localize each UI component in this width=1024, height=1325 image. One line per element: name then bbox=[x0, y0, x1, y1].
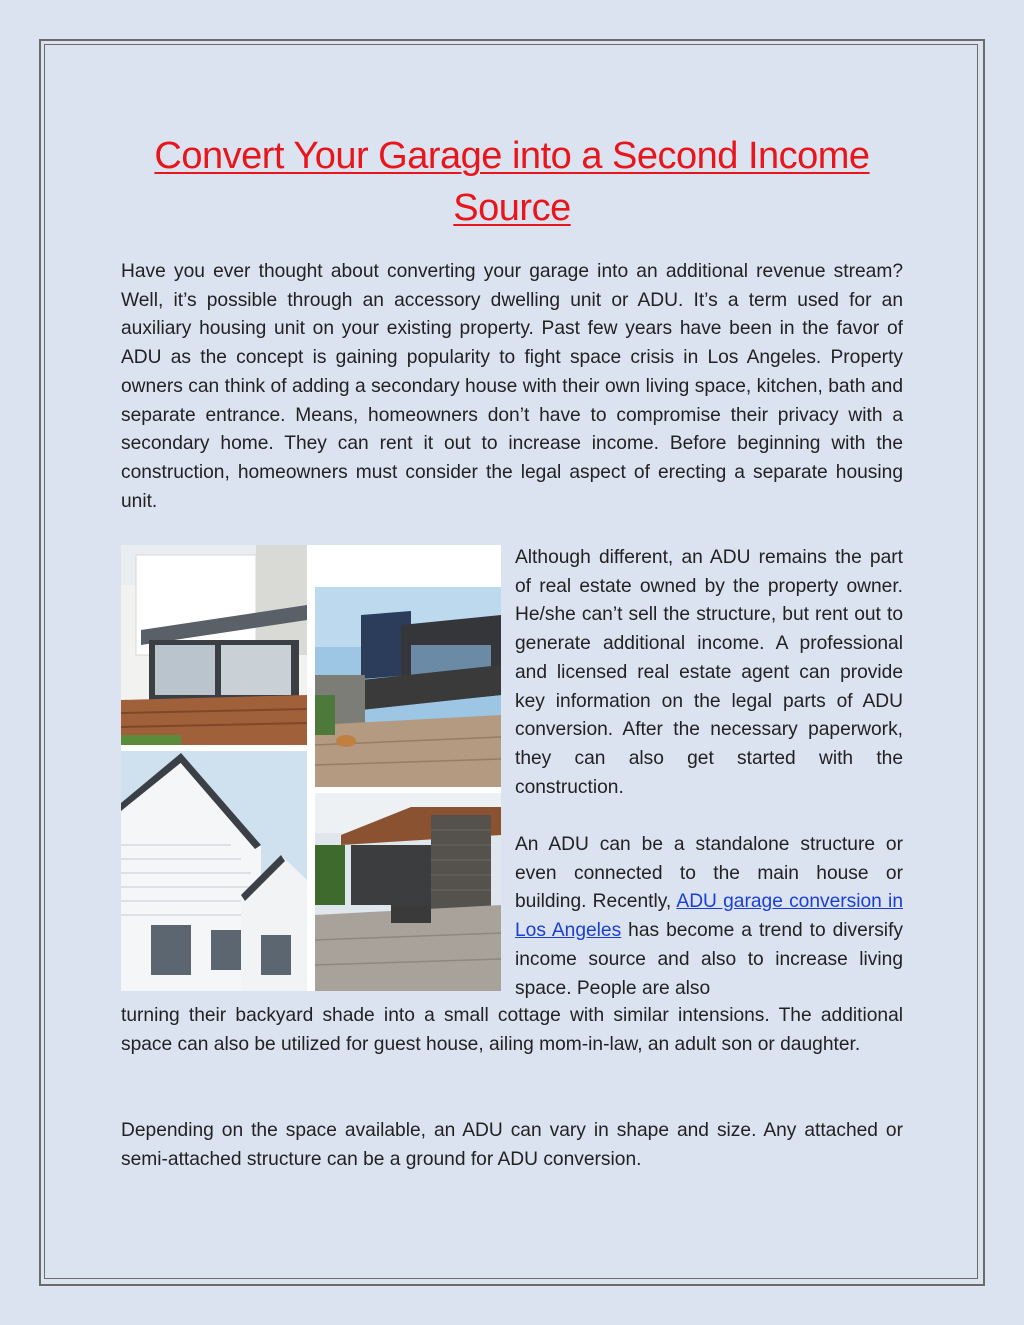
standalone-paragraph bbox=[515, 831, 903, 1003]
adu-garage-conversion-link[interactable]: ADU garage conversion in Los Angeles bbox=[515, 891, 903, 942]
photo-white-weatherboard-house bbox=[121, 751, 307, 991]
photo-brick-garden-room bbox=[315, 793, 501, 991]
intro-paragraph: Have you ever thought about converting your garage into an additional revenue stream? Well, it’s possible through an accessory dwelling unit or ADU. It’s a term used for an auxiliary housing unit on your existing property. Past few years have been in the favor of ADU as the concept is gaining popularity to fight space crisis in Los Angeles. Property owners can think of adding a secondary house with their own living space, kitchen, bath and separate entrance. Means, homeowners don’t have to compromise their privacy with a secondary home. They can rent it out to increase income. Before beginning with the construction, homeowners must consider the legal aspect of erecting a separate housing unit. bbox=[121, 261, 903, 512]
standalone-text-before-link: An ADU can be a standalone structure or even connected to the main house or building. Recently, bbox=[515, 834, 903, 913]
legal-paragraph: Although different, an ADU remains the part of real estate owned by the property owner. He/she can’t sell the structure, but rent out to generate additional income. A professional and licensed real estate agent can provide key information on the legal parts of ADU conversion. After the necessary paperwork, they can also get started with the construction. bbox=[515, 547, 903, 798]
page-title: Convert Your Garage into a Second Income Source bbox=[154, 135, 870, 229]
standalone-paragraph-continued: turning their backyard shade into a small cottage with similar intensions. The additional space can also be utilized for guest house, ailing mom-in-law, an adult son or daughter. bbox=[121, 1005, 903, 1055]
adu-photo-collage bbox=[121, 545, 501, 991]
photo-dark-extension-patio bbox=[315, 587, 501, 787]
photo-modern-house-deck bbox=[121, 545, 307, 745]
closing-paragraph: Depending on the space available, an ADU can vary in shape and size. Any attached or semi-attached structure can be a ground for ADU conversion. bbox=[121, 1120, 903, 1170]
standalone-text-after-link: has become a trend to diversify income source and also to increase living space. People are also bbox=[515, 920, 903, 999]
